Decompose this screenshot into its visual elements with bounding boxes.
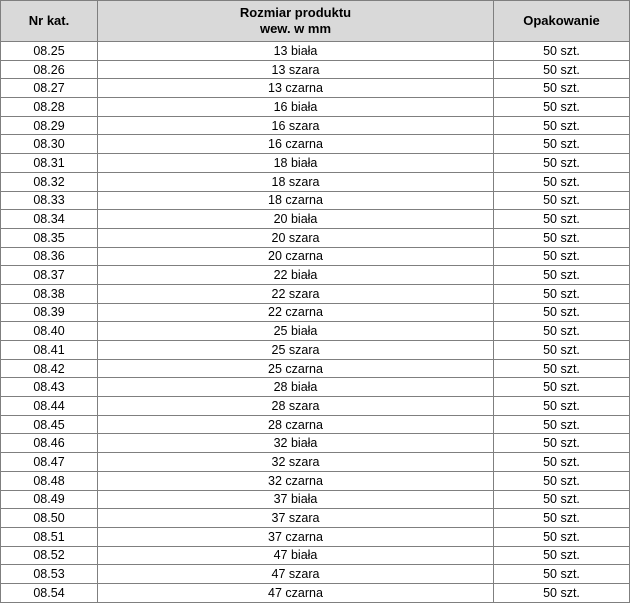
table-row: [1, 266, 630, 285]
cell-rozmiar: 22 czarna: [98, 303, 494, 322]
cell-nr-kat: 08.52: [1, 546, 98, 565]
table-row: [1, 284, 630, 303]
table-row: [1, 527, 630, 546]
header-rozmiar: [98, 1, 494, 42]
cell-nr-kat: 08.50: [1, 509, 98, 528]
cell-opakowanie: 50 szt.: [494, 397, 630, 416]
cell-rozmiar: 47 szara: [98, 565, 494, 584]
cell-rozmiar: 32 czarna: [98, 471, 494, 490]
cell-nr-kat: 08.36: [1, 247, 98, 266]
table-row: [1, 490, 630, 509]
cell-nr-kat: 08.45: [1, 415, 98, 434]
table-row: [1, 116, 630, 135]
cell-nr-kat: 08.29: [1, 116, 98, 135]
table-row: [1, 546, 630, 565]
table-row: [1, 565, 630, 584]
header-row: [1, 1, 630, 42]
cell-nr-kat: 08.33: [1, 191, 98, 210]
table-row: [1, 60, 630, 79]
cell-rozmiar: 32 szara: [98, 453, 494, 472]
table-row: [1, 453, 630, 472]
table-row: [1, 191, 630, 210]
cell-rozmiar: 37 biała: [98, 490, 494, 509]
cell-rozmiar: 37 czarna: [98, 527, 494, 546]
table-row: [1, 509, 630, 528]
table-row: [1, 172, 630, 191]
cell-nr-kat: 08.26: [1, 60, 98, 79]
cell-rozmiar: 37 szara: [98, 509, 494, 528]
cell-opakowanie: 50 szt.: [494, 210, 630, 229]
table-row: [1, 434, 630, 453]
cell-nr-kat: 08.47: [1, 453, 98, 472]
cell-opakowanie: 50 szt.: [494, 583, 630, 602]
cell-nr-kat: 08.31: [1, 154, 98, 173]
cell-nr-kat: 08.37: [1, 266, 98, 285]
table-row: [1, 210, 630, 229]
cell-rozmiar: 32 biała: [98, 434, 494, 453]
cell-opakowanie: 50 szt.: [494, 453, 630, 472]
cell-opakowanie: 50 szt.: [494, 266, 630, 285]
cell-opakowanie: 50 szt.: [494, 303, 630, 322]
cell-opakowanie: 50 szt.: [494, 228, 630, 247]
cell-rozmiar: 16 szara: [98, 116, 494, 135]
cell-nr-kat: 08.30: [1, 135, 98, 154]
cell-nr-kat: 08.28: [1, 98, 98, 117]
table-row: [1, 135, 630, 154]
cell-nr-kat: 08.35: [1, 228, 98, 247]
cell-rozmiar: 47 czarna: [98, 583, 494, 602]
header-rozmiar-line1: Rozmiar produktu: [239, 5, 352, 20]
cell-opakowanie: 50 szt.: [494, 135, 630, 154]
table-row: [1, 471, 630, 490]
cell-rozmiar: 13 czarna: [98, 79, 494, 98]
cell-nr-kat: 08.49: [1, 490, 98, 509]
table-row: [1, 42, 630, 61]
cell-opakowanie: 50 szt.: [494, 565, 630, 584]
cell-opakowanie: 50 szt.: [494, 490, 630, 509]
cell-opakowanie: 50 szt.: [494, 42, 630, 61]
cell-opakowanie: 50 szt.: [494, 172, 630, 191]
cell-opakowanie: 50 szt.: [494, 191, 630, 210]
cell-nr-kat: 08.46: [1, 434, 98, 453]
cell-opakowanie: 50 szt.: [494, 546, 630, 565]
table-row: [1, 79, 630, 98]
table-row: [1, 247, 630, 266]
cell-rozmiar: 16 biała: [98, 98, 494, 117]
table-row: [1, 303, 630, 322]
cell-nr-kat: 08.40: [1, 322, 98, 341]
cell-nr-kat: 08.42: [1, 359, 98, 378]
cell-nr-kat: 08.34: [1, 210, 98, 229]
cell-opakowanie: 50 szt.: [494, 434, 630, 453]
cell-rozmiar: 20 biała: [98, 210, 494, 229]
cell-opakowanie: 50 szt.: [494, 247, 630, 266]
table-row: [1, 154, 630, 173]
cell-opakowanie: 50 szt.: [494, 378, 630, 397]
cell-nr-kat: 08.32: [1, 172, 98, 191]
cell-opakowanie: 50 szt.: [494, 471, 630, 490]
cell-nr-kat: 08.43: [1, 378, 98, 397]
cell-rozmiar: 13 biała: [98, 42, 494, 61]
cell-rozmiar: 18 czarna: [98, 191, 494, 210]
table-row: [1, 415, 630, 434]
table-row: [1, 378, 630, 397]
cell-rozmiar: 28 biała: [98, 378, 494, 397]
table-row: [1, 397, 630, 416]
cell-nr-kat: 08.25: [1, 42, 98, 61]
table-row: [1, 583, 630, 602]
cell-nr-kat: 08.51: [1, 527, 98, 546]
cell-nr-kat: 08.38: [1, 284, 98, 303]
cell-opakowanie: 50 szt.: [494, 79, 630, 98]
table-body: [1, 42, 630, 603]
cell-nr-kat: 08.48: [1, 471, 98, 490]
cell-opakowanie: 50 szt.: [494, 341, 630, 360]
header-nr-kat: Nr kat.: [1, 1, 98, 42]
cell-nr-kat: 08.41: [1, 341, 98, 360]
cell-rozmiar: 28 szara: [98, 397, 494, 416]
cell-opakowanie: 50 szt.: [494, 154, 630, 173]
cell-rozmiar: 18 szara: [98, 172, 494, 191]
cell-opakowanie: 50 szt.: [494, 322, 630, 341]
table-row: [1, 228, 630, 247]
table-row: [1, 341, 630, 360]
cell-rozmiar: 22 szara: [98, 284, 494, 303]
cell-rozmiar: 13 szara: [98, 60, 494, 79]
cell-rozmiar: 47 biała: [98, 546, 494, 565]
header-opakowanie: Opakowanie: [494, 1, 630, 42]
cell-opakowanie: 50 szt.: [494, 98, 630, 117]
cell-rozmiar: 25 czarna: [98, 359, 494, 378]
cell-rozmiar: 22 biała: [98, 266, 494, 285]
cell-opakowanie: 50 szt.: [494, 415, 630, 434]
cell-nr-kat: 08.53: [1, 565, 98, 584]
cell-rozmiar: 25 biała: [98, 322, 494, 341]
cell-rozmiar: 20 szara: [98, 228, 494, 247]
cell-rozmiar: 28 czarna: [98, 415, 494, 434]
cell-rozmiar: 18 biała: [98, 154, 494, 173]
table-row: [1, 359, 630, 378]
cell-rozmiar: 20 czarna: [98, 247, 494, 266]
table-row: [1, 98, 630, 117]
cell-opakowanie: 50 szt.: [494, 284, 630, 303]
cell-rozmiar: 16 czarna: [98, 135, 494, 154]
table-row: [1, 322, 630, 341]
cell-rozmiar: 25 szara: [98, 341, 494, 360]
cell-opakowanie: 50 szt.: [494, 60, 630, 79]
cell-opakowanie: 50 szt.: [494, 527, 630, 546]
cell-nr-kat: 08.27: [1, 79, 98, 98]
cell-opakowanie: 50 szt.: [494, 509, 630, 528]
cell-nr-kat: 08.39: [1, 303, 98, 322]
cell-opakowanie: 50 szt.: [494, 359, 630, 378]
header-rozmiar-line2: wew. w mm: [259, 21, 332, 36]
cell-nr-kat: 08.44: [1, 397, 98, 416]
cell-opakowanie: 50 szt.: [494, 116, 630, 135]
cell-nr-kat: 08.54: [1, 583, 98, 602]
